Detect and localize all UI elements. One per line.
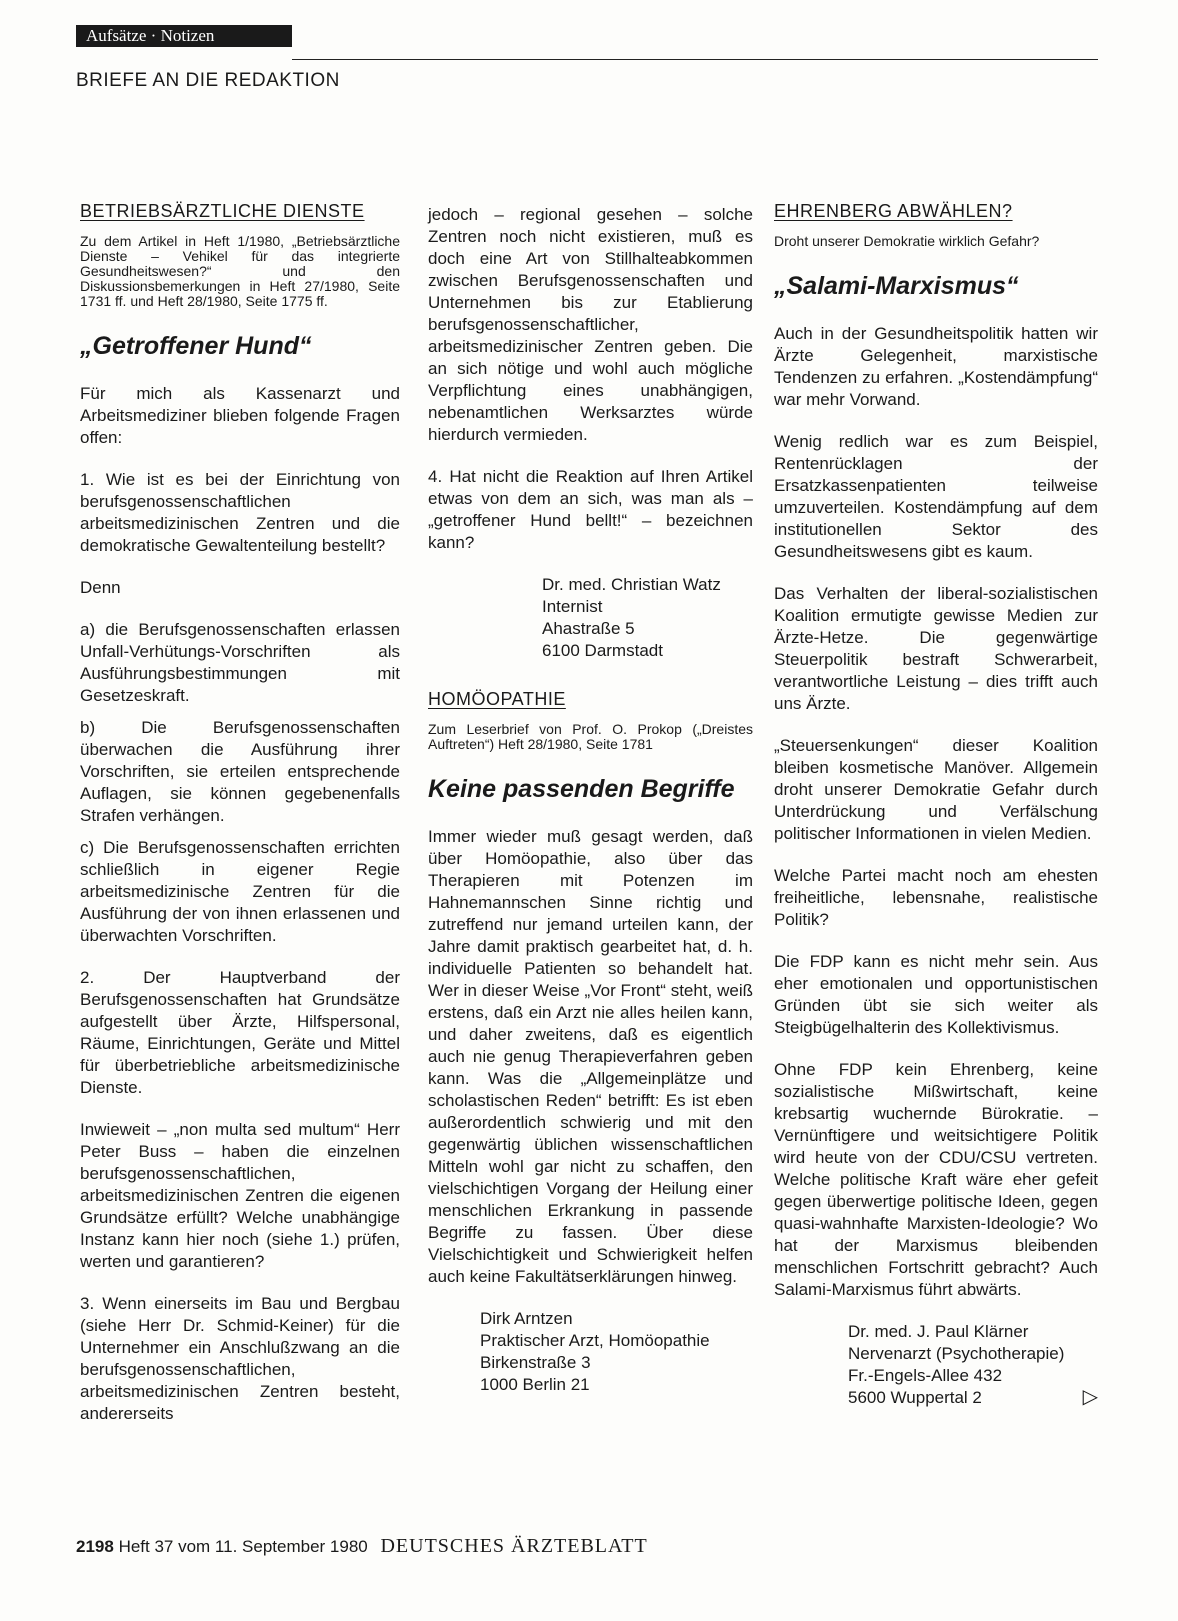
signature-line: 6100 Darmstadt <box>542 641 663 660</box>
letter3-paragraph: Ohne FDP kein Ehrenberg, keine sozialistische Mißwirtschaft, keine krebsartig wuchernde Bürokratie. – Vernünftigere und weitsichtigere Politik wird heute von der CDU/CSU vertreten. Welche politische Kraft wäre eher gefeit gegen überwertige politische Ideen, gegen quasi-wahnhafte Marxisten-Ideologie? Wo hat der Marxismus bleibenden menschlichen Fortschritt gebracht? Auch Salami-Marxismus führt abwärts. <box>774 1060 1098 1299</box>
signature-line: Dr. med. Christian Watz <box>542 575 721 594</box>
issue-info: Heft 37 vom 11. September 1980 <box>118 1537 368 1556</box>
letter1-paragraph: c) Die Berufsgenossenschaften errichten schließlich in eigener Regie arbeitsmedizinische Zentren für die Ausführung der von ihnen erlassenen und überwachten Vorschriften. <box>80 838 400 945</box>
signature-line: Praktischer Arzt, Homöopathie <box>480 1331 710 1350</box>
letter1-signature <box>428 574 753 662</box>
letter1-intro: Zu dem Artikel in Heft 1/1980, „Betriebsärztliche Dienste – Vehikel für das integrierte Gesundheitswesen?“ und den Diskussionsbemerkungen in Heft 27/1980, Seite 1731 ff. und Heft 28/1980, Seite 1775 ff. <box>80 233 400 309</box>
letter1-continuation: 4. Hat nicht die Reaktion auf Ihren Artikel etwas von dem an sich, was man als – „getroffener Hund bellt!“ – bezeichnen kann? <box>428 467 753 552</box>
letter3-headline: „Salami-Marxismus“ <box>774 272 1019 300</box>
letter3-paragraph: Die FDP kann es nicht mehr sein. Aus eher emotionalen und opportunistischen Gründen übt sie sich weiter als Steigbügelhalterin des Kollektivismus. <box>774 952 1098 1037</box>
continue-arrow-icon: ▷ <box>1082 1386 1098 1408</box>
signature-line: Internist <box>542 597 603 616</box>
signature-line: 5600 Wuppertal 2 <box>848 1388 982 1407</box>
section-heading: BRIEFE AN DIE REDAKTION <box>76 70 340 91</box>
letter3-kicker: EHRENBERG ABWÄHLEN? <box>774 201 1013 221</box>
letter1-paragraph: Denn <box>80 578 121 597</box>
signature-line: Nervenarzt (Psychotherapie) <box>848 1344 1065 1363</box>
letter3-paragraph: Welche Partei macht noch am ehesten freiheitliche, lebensnahe, realistische Politik? <box>774 866 1098 929</box>
letter3-paragraph: Auch in der Gesundheitspolitik hatten wir Ärzte Gelegenheit, marxistische Tendenzen zu erfahren. „Kostendämpfung“ war mehr Vorwand. <box>774 324 1098 409</box>
letter1-paragraph: Für mich als Kassenarzt und Arbeitsmediziner blieben folgende Fragen offen: <box>80 384 400 447</box>
signature-line: 1000 Berlin 21 <box>480 1375 590 1394</box>
letter2-kicker: HOMÖOPATHIE <box>428 689 566 709</box>
signature-line: Dr. med. J. Paul Klärner <box>848 1322 1029 1341</box>
column-2 <box>428 204 753 1422</box>
letter1-paragraph: Inwieweit – „non multa sed multum“ Herr Peter Buss – haben die einzelnen berufsgenossenschaftlichen, arbeitsmedizinischen Zentren die eigenen Grundsätze erfüllt? Welche unabhängige Instanz kann hier noch (siehe 1.) prüfen, werten und garantieren? <box>80 1120 400 1271</box>
journal-name: DEUTSCHES ÄRZTEBLATT <box>380 1535 648 1557</box>
letter2-headline: Keine passenden Begriffe <box>428 775 735 803</box>
letter1-paragraph: a) die Berufsgenossenschaften erlassen Unfall-Verhütungs-Vorschriften als Ausführungsbestimmungen mit Gesetzeskraft. <box>80 620 400 705</box>
signature-line: Birkenstraße 3 <box>480 1353 591 1372</box>
letter2-signature <box>428 1308 753 1396</box>
letter1-kicker: BETRIEBSÄRZTLICHE DIENSTE <box>80 201 365 221</box>
letter1-paragraph: 2. Der Hauptverband der Berufsgenossenschaften hat Grundsätze aufgestellt über Ärzte, Hilfspersonal, Räume, Einrichtungen, Geräte und Mittel für überbetriebliche arbeitsmedizinische Dienste. <box>80 968 400 1097</box>
letter1-paragraph: b) Die Berufsgenossenschaften überwachen die Ausführung ihrer Vorschriften, sie erteilen entsprechende Auflagen, sie können gegebenenfalls Strafen verhängen. <box>80 718 400 825</box>
column-3 <box>774 200 1098 1435</box>
column-1 <box>80 200 400 1445</box>
letter1-headline: „Getroffener Hund“ <box>80 332 312 360</box>
section-tag: Aufsätze · Notizen <box>76 25 292 47</box>
page-number: 2198 <box>76 1537 114 1556</box>
letter3-intro: Droht unserer Demokratie wirklich Gefahr? <box>774 233 1040 249</box>
letter3-paragraph: Das Verhalten der liberal-sozialistischen Koalition ermutigte gewisse Medien zur Ärzte-Hetze. Die gegenwärtige Steuerpolitik bestraft Schwerarbeit, verantwortliche Leistung – dies trifft auch uns Ärzte. <box>774 584 1098 713</box>
header-rule <box>292 59 1098 60</box>
letter3-paragraph: „Steuersenkungen“ dieser Koalition bleiben kosmetische Manöver. Allgemein droht unserer Demokratie Gefahr durch Unterdrückung und Verfälschung politischer Informationen in vielen Medien. <box>774 736 1098 843</box>
letter2-intro: Zum Leserbrief von Prof. O. Prokop („Dreistes Auftreten“) Heft 28/1980, Seite 1781 <box>428 721 753 752</box>
signature-line: Fr.-Engels-Allee 432 <box>848 1366 1003 1385</box>
letter1-continuation: jedoch – regional gesehen – solche Zentren noch nicht existieren, muß es doch eine Art von Stillhalteabkommen zwischen Berufsgenossenschaften und Unternehmen bis zur Etablierung berufsgenossenschaftlicher, arbeitsmedizinischer Zentren geben. Die an sich nötige und wohl auch mögliche Verpflichtung eines unabhängigen, nebenamtlichen Werksarztes würde hierdurch vermieden. <box>428 205 753 444</box>
letter2-paragraph: Immer wieder muß gesagt werden, daß über Homöopathie, also über das Therapieren mit Potenzen im Hahnemannschen Sinne richtig und zutreffend nur jemand urteilen kann, der Jahre damit praktisch gearbeitet hat, d. h. individuelle Patienten so behandelt hat. Wer in dieser Weise „Vor Front“ steht, weiß erstens, daß ein Arzt nie alles heilen kann, und daher zweitens, daß es eigentlich auch nie genug Therapieverfahren geben kann. Was die „Allgemeinplätze und scholastischen Reden“ betrifft: Es ist eben außerordentlich schwierig und mit den gegenwärtig üblichen wissenschaftlichen Mitteln wohl gar nicht zu schaffen, den vielschichtigen Vorgang der Heilung einer menschlichen Erkrankung in passende Begriffe zu fassen. Über diese Vielschichtigkeit und Schwierigkeit helfen auch keine Fakultätserklärungen hinweg. <box>428 827 753 1286</box>
letter1-paragraph: 1. Wie ist es bei der Einrichtung von berufsgenossenschaftlichen arbeitsmedizinischen Zentren und die demokratische Gewaltenteilung bestellt? <box>80 470 400 555</box>
letter1-paragraph: 3. Wenn einerseits im Bau und Bergbau (siehe Herr Dr. Schmid-Keiner) für die Unternehmer ein Anschlußzwang an die berufsgenossenschaftlichen, arbeitsmedizinischen Zentren besteht, andererseits <box>80 1294 400 1423</box>
letter3-paragraph: Wenig redlich war es zum Beispiel, Rentenrücklagen der Ersatzkassenpatienten teilweise umzuverteilen. Kostendämpfung auf dem institutionellen Sektor des Gesundheitswesens gibt es kaum. <box>774 432 1098 561</box>
signature-line: Ahastraße 5 <box>542 619 635 638</box>
letter3-signature <box>774 1321 1098 1409</box>
page-footer <box>76 1535 648 1558</box>
signature-line: Dirk Arntzen <box>480 1309 573 1328</box>
